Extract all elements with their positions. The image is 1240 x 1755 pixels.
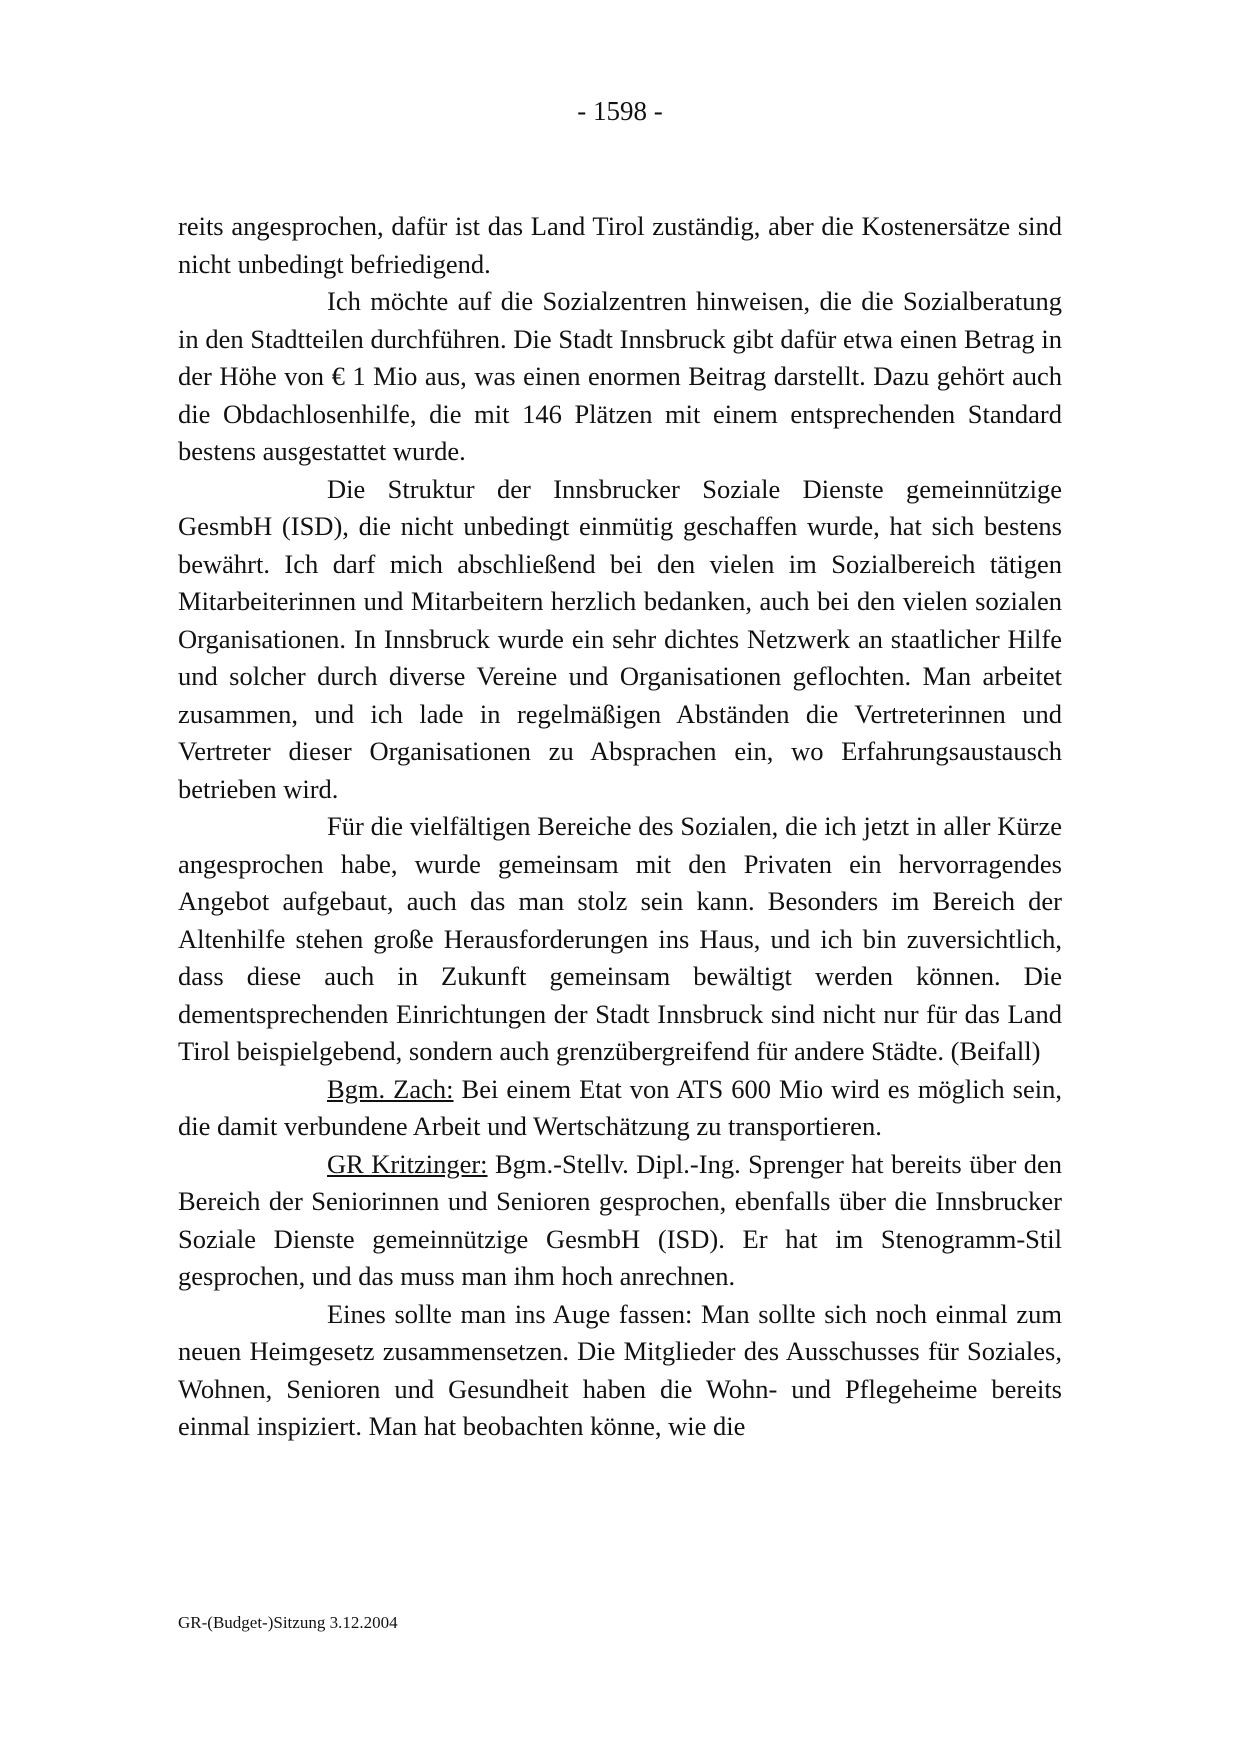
speaker-name: Bgm. Zach: — [327, 1073, 454, 1104]
paragraph-text: Bgm.-Stellv. Dipl.-Ing. Sprenger hat bereits über den Bereich der Seniorinnen und Senioren gesprochen, ebenfalls über die Innsbrucker Soziale Dienste gemeinnützige GesmbH (ISD). Er hat im Stenogramm-Stil gesprochen, und das muss man ihm hoch anrechnen. — [178, 1148, 1063, 1291]
speaker-paragraph — [178, 1071, 1062, 1146]
paragraph — [178, 808, 1062, 1071]
paragraph-text: Ich möchte auf die Sozialzentren hinweisen, die die Sozialberatung in den Stadtteilen durchführen. Die Stadt Innsbruck gibt dafür etwa einen Betrag in der Höhe von € 1 Mio aus, was einen enormen Beitrag darstellt. Dazu gehört auch die Obdachlosenhilfe, die mit 146 Plätzen mit einem entsprechenden Standard bestens ausgestattet wurde. — [178, 286, 1062, 466]
paragraph-text: Bei einem Etat von ATS 600 Mio wird es möglich sein, die damit verbundene Arbeit und Wertschätzung zu transportieren. — [178, 1073, 1062, 1141]
paragraph — [178, 208, 1062, 283]
transcript-body — [178, 208, 1062, 1446]
paragraph-text: Für die vielfältigen Bereiche des Sozialen, die ich jetzt in aller Kürze angesprochen habe, wurde gemeinsam mit den Privaten ein hervorragendes Angebot aufgebaut, auch das man stolz sein kann. Besonders im Bereich der Altenhilfe stehen große Herausforderungen ins Haus, und ich bin zuversichtlich, dass diese auch in Zukunft gemeinsam bewältigt werden können. Die dementsprechenden Einrichtungen der Stadt Innsbruck sind nicht nur für das Land Tirol beispielgebend, sondern auch grenzübergreifend für andere Städte. (Beifall) — [178, 811, 1062, 1066]
paragraph-text: Die Struktur der Innsbrucker Soziale Dienste gemeinnützige GesmbH (ISD), die nicht unbedingt einmütig geschaffen wurde, hat sich bestens bewährt. Ich darf mich abschließend bei den vielen im Sozialbereich tätigen Mitarbeiterinnen und Mitarbeitern herzlich bedanken, auch bei den vielen sozialen Organisationen. In Innsbruck wurde ein sehr dichtes Netzwerk an staatlicher Hilfe und solcher durch diverse Vereine und Organisationen geflochten. Man arbeitet zusammen, und ich lade in regelmäßigen Abständen die Vertreterinnen und Vertreter dieser Organisationen zu Absprachen ein, wo Erfahrungsaustausch betrieben wird. — [178, 473, 1062, 804]
paragraph-text: Eines sollte man ins Auge fassen: Man sollte sich noch einmal zum neuen Heimgesetz zusammensetzen. Die Mitglieder des Ausschusses für Soziales, Wohnen, Senioren und Gesundheit haben die Wohn- und Pflegeheime bereits einmal inspiziert. Man hat beobachten könne, wie die — [178, 1298, 1062, 1441]
paragraph — [178, 1296, 1062, 1446]
speaker-name: GR Kritzinger: — [327, 1148, 488, 1179]
speaker-paragraph — [178, 1146, 1062, 1296]
page-number: - 1598 - — [577, 96, 663, 126]
footer-session-label: GR-(Budget-)Sitzung 3.12.2004 — [178, 1613, 398, 1632]
paragraph-text: reits angesprochen, dafür ist das Land Tirol zuständig, aber die Kostenersätze sind nicht unbedingt befriedigend. — [178, 211, 1062, 279]
paragraph — [178, 471, 1062, 809]
paragraph — [178, 283, 1062, 471]
